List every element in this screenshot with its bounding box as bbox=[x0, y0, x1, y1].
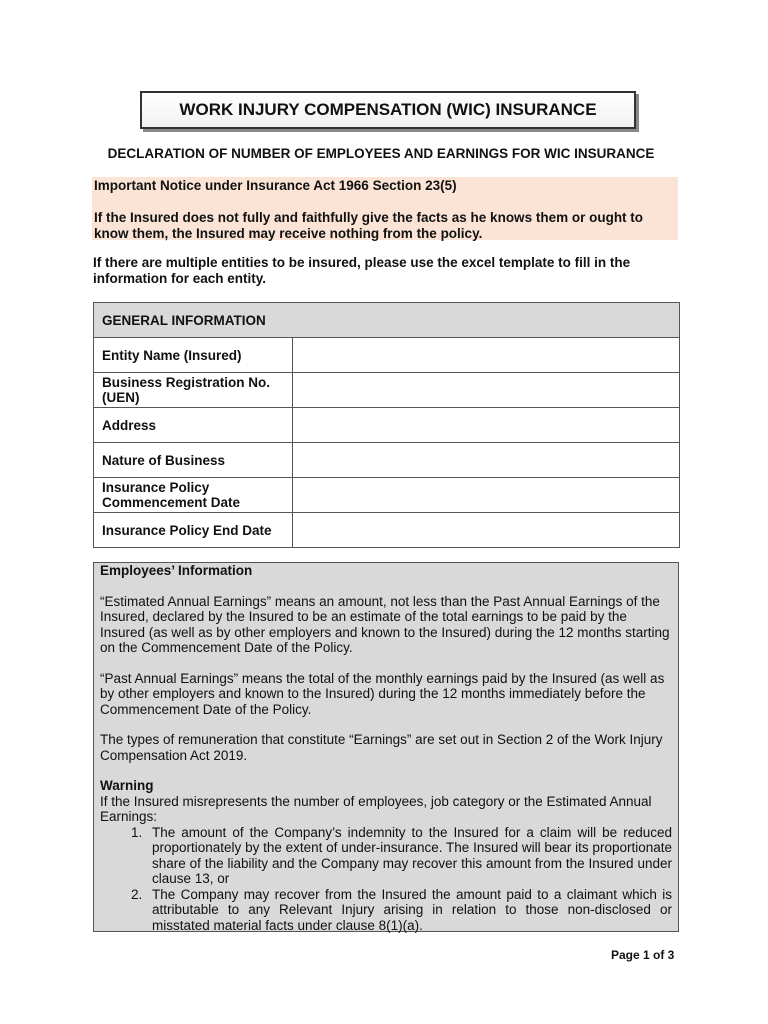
employees-information-box bbox=[93, 562, 679, 932]
row-label: Insurance Policy End Date bbox=[94, 513, 293, 548]
past-earnings-definition: “Past Annual Earnings” means the total of the monthly earnings paid by the Insured (as well as by other employers and known to the Insured) during the 12 months immediately before the Commencement Date of the Policy. bbox=[100, 670, 665, 717]
table-row bbox=[94, 443, 680, 478]
row-label: Entity Name (Insured) bbox=[94, 338, 293, 373]
table-row bbox=[94, 338, 680, 373]
nature-of-business-field[interactable] bbox=[293, 443, 680, 478]
estimated-earnings-definition: “Estimated Annual Earnings” means an amount, not less than the Past Annual Earnings of the Insured, declared by the Insured to be an estimate of the total earnings to be paid by the Insured (as well as by other employers and known to the Insured) during the 12 months starting on the Commencement Date of the Policy. bbox=[100, 593, 670, 655]
multi-entity-note: If there are multiple entities to be insured, please use the excel template to fill in the information for each entity. bbox=[93, 255, 631, 286]
warning-heading: Warning bbox=[100, 778, 154, 793]
row-label: Insurance Policy Commencement Date bbox=[94, 478, 293, 513]
end-date-field[interactable] bbox=[293, 513, 680, 548]
earnings-types-note: The types of remuneration that constitute “Earnings” are set out in Section 2 of the Work Injury Compensation Act 2019. bbox=[100, 732, 663, 763]
uen-field[interactable] bbox=[293, 373, 680, 408]
document-subtitle: DECLARATION OF NUMBER OF EMPLOYEES AND EARNINGS FOR WIC INSURANCE bbox=[107, 146, 655, 161]
table-row bbox=[94, 408, 680, 443]
employees-heading: Employees’ Information bbox=[100, 563, 253, 578]
row-label: Nature of Business bbox=[94, 443, 293, 478]
row-label: Business Registration No. (UEN) bbox=[94, 373, 293, 408]
warning-item: 1. The amount of the Company’s indemnity to the Insured for a claim will be reduced proportionately by the extent of under-insurance. The Insured will bear its proportionate share of the liability and the Company may recover this amount from the Insured under clause 13, or bbox=[146, 825, 672, 887]
page-number: Page 1 of 3 bbox=[611, 948, 675, 962]
table-row bbox=[94, 513, 680, 548]
important-notice bbox=[92, 177, 678, 240]
address-field[interactable] bbox=[293, 408, 680, 443]
table-row bbox=[94, 373, 680, 408]
notice-heading: Important Notice under Insurance Act 1966 Section 23(5) bbox=[94, 178, 457, 193]
warning-intro: If the Insured misrepresents the number of employees, job category or the Estimated Annual Earnings: bbox=[100, 793, 652, 824]
general-information-table bbox=[93, 302, 680, 548]
row-label: Address bbox=[94, 408, 293, 443]
warning-item: 2. The Company may recover from the Insured the amount paid to a claimant which is attributable to any Relevant Injury arising in relation to those non-disclosed or misstated material facts under clause 8(1)(a). bbox=[146, 887, 672, 934]
general-information-header: GENERAL INFORMATION bbox=[94, 303, 680, 338]
commencement-date-field[interactable] bbox=[293, 478, 680, 513]
entity-name-field[interactable] bbox=[293, 338, 680, 373]
table-row bbox=[94, 478, 680, 513]
document-title: WORK INJURY COMPENSATION (WIC) INSURANCE bbox=[140, 91, 636, 129]
notice-body: If the Insured does not fully and faithfully give the facts as he knows them or ought to know them, the Insured may receive nothing from the policy. bbox=[94, 210, 644, 241]
warning-list bbox=[100, 825, 672, 934]
